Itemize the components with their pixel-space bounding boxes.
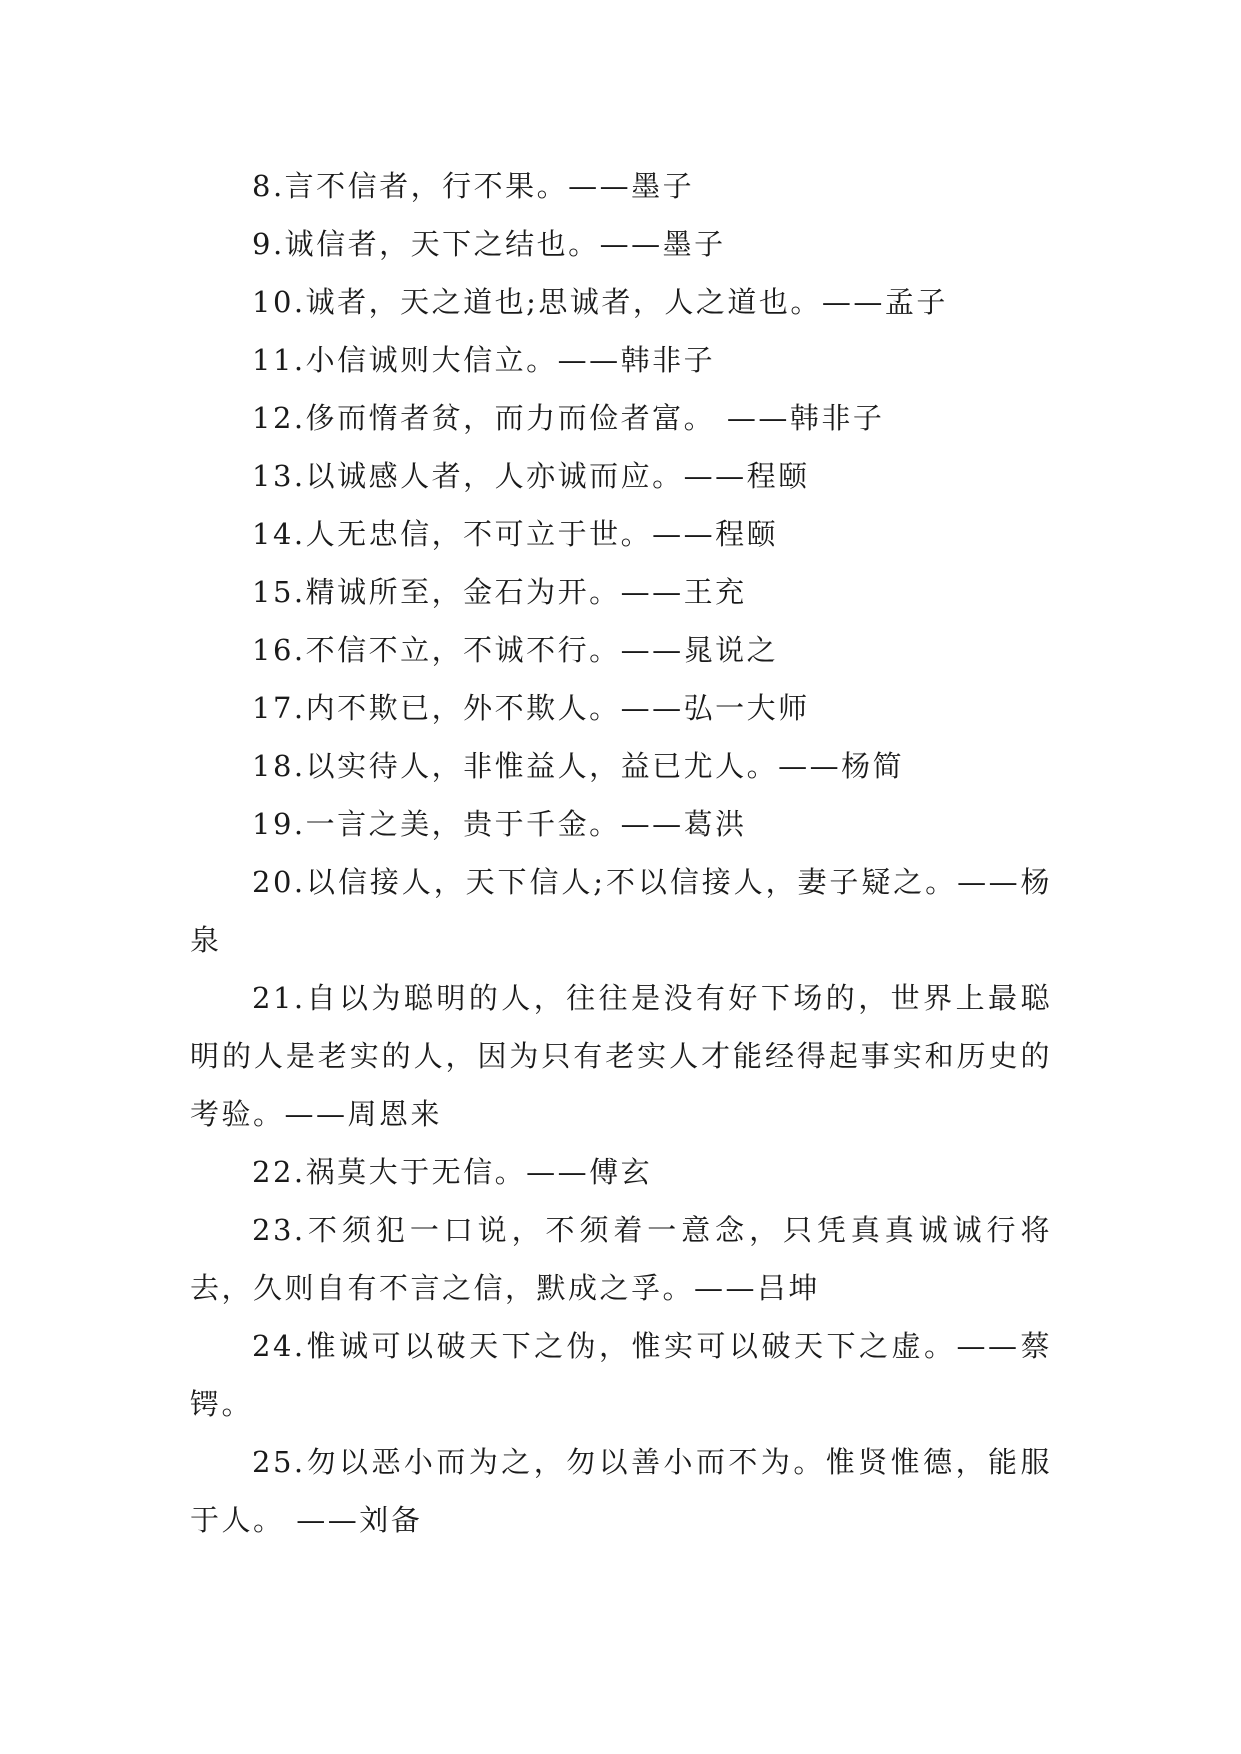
quote-item [190,215,1052,273]
quote-text: 内不欺已，外不欺人。——弘一大师 [305,691,810,725]
quote-item [190,331,1052,389]
quote-text: 以信接人，天下信人;不以信接人，妻子疑之。——杨泉 [190,865,1052,957]
quote-number: 19. [252,807,306,841]
quote-text: 以诚感人者，人亦诚而应。——程颐 [305,459,810,493]
quote-item [190,969,1052,1143]
quote-item [190,853,1052,969]
quote-text: 不信不立，不诚不行。——晁说之 [305,633,779,667]
quote-item [190,505,1052,563]
quote-number: 21. [252,981,306,1015]
quote-number: 14. [252,517,306,551]
quote-text: 惟诚可以破天下之伪，惟实可以破天下之虚。——蔡锷。 [190,1329,1052,1421]
quote-text: 自以为聪明的人，往往是没有好下场的，世界上最聪明的人是老实的人，因为只有老实人才能经得起事实和历史的考验。——周恩来 [190,981,1052,1131]
quote-number: 9. [252,227,285,261]
quote-text: 小信诚则大信立。——韩非子 [305,343,716,377]
quote-item [190,389,1052,447]
quote-item [190,447,1052,505]
quote-number: 25. [252,1445,306,1479]
quote-text: 侈而惰者贫，而力而俭者富。 ——韩非子 [305,401,885,435]
quote-item [190,795,1052,853]
quote-item [190,737,1052,795]
quote-item [190,1201,1052,1317]
quote-text: 精诚所至，金石为开。——王充 [305,575,747,609]
quote-text: 诚者，天之道也;思诚者，人之道也。——孟子 [305,285,948,319]
quote-text: 诚信者，天下之结也。——墨子 [284,227,726,261]
quote-number: 12. [252,401,306,435]
quote-number: 20. [252,865,306,899]
quote-number: 17. [252,691,306,725]
quote-number: 13. [252,459,306,493]
quote-number: 8. [252,169,285,203]
quote-text: 不须犯一口说，不须着一意念，只凭真真诚诚行将去，久则自有不言之信，默成之孚。——吕坤 [190,1213,1052,1305]
quote-number: 11. [252,343,306,377]
quote-number: 23. [252,1213,306,1247]
quote-number: 10. [252,285,306,319]
quote-text: 祸莫大于无信。——傅玄 [305,1155,653,1189]
quote-item [190,679,1052,737]
quote-item [190,1317,1052,1433]
quote-number: 16. [252,633,306,667]
quote-text: 言不信者，行不果。——墨子 [284,169,695,203]
quote-text: 勿以恶小而为之，勿以善小而不为。惟贤惟德，能服于人。 ——刘备 [190,1445,1052,1537]
quote-number: 15. [252,575,306,609]
quote-text: 以实待人，非惟益人，益已尤人。——杨简 [305,749,905,783]
quote-number: 18. [252,749,306,783]
quote-number: 24. [252,1329,306,1363]
quote-text: 一言之美，贵于千金。——葛洪 [305,807,747,841]
quote-item [190,273,1052,331]
quote-item [190,157,1052,215]
quote-number: 22. [252,1155,306,1189]
quote-item [190,1143,1052,1201]
quote-text: 人无忠信，不可立于世。——程颐 [305,517,779,551]
quote-item [190,563,1052,621]
quote-list [190,157,1052,1549]
quote-item [190,1433,1052,1549]
quote-item [190,621,1052,679]
